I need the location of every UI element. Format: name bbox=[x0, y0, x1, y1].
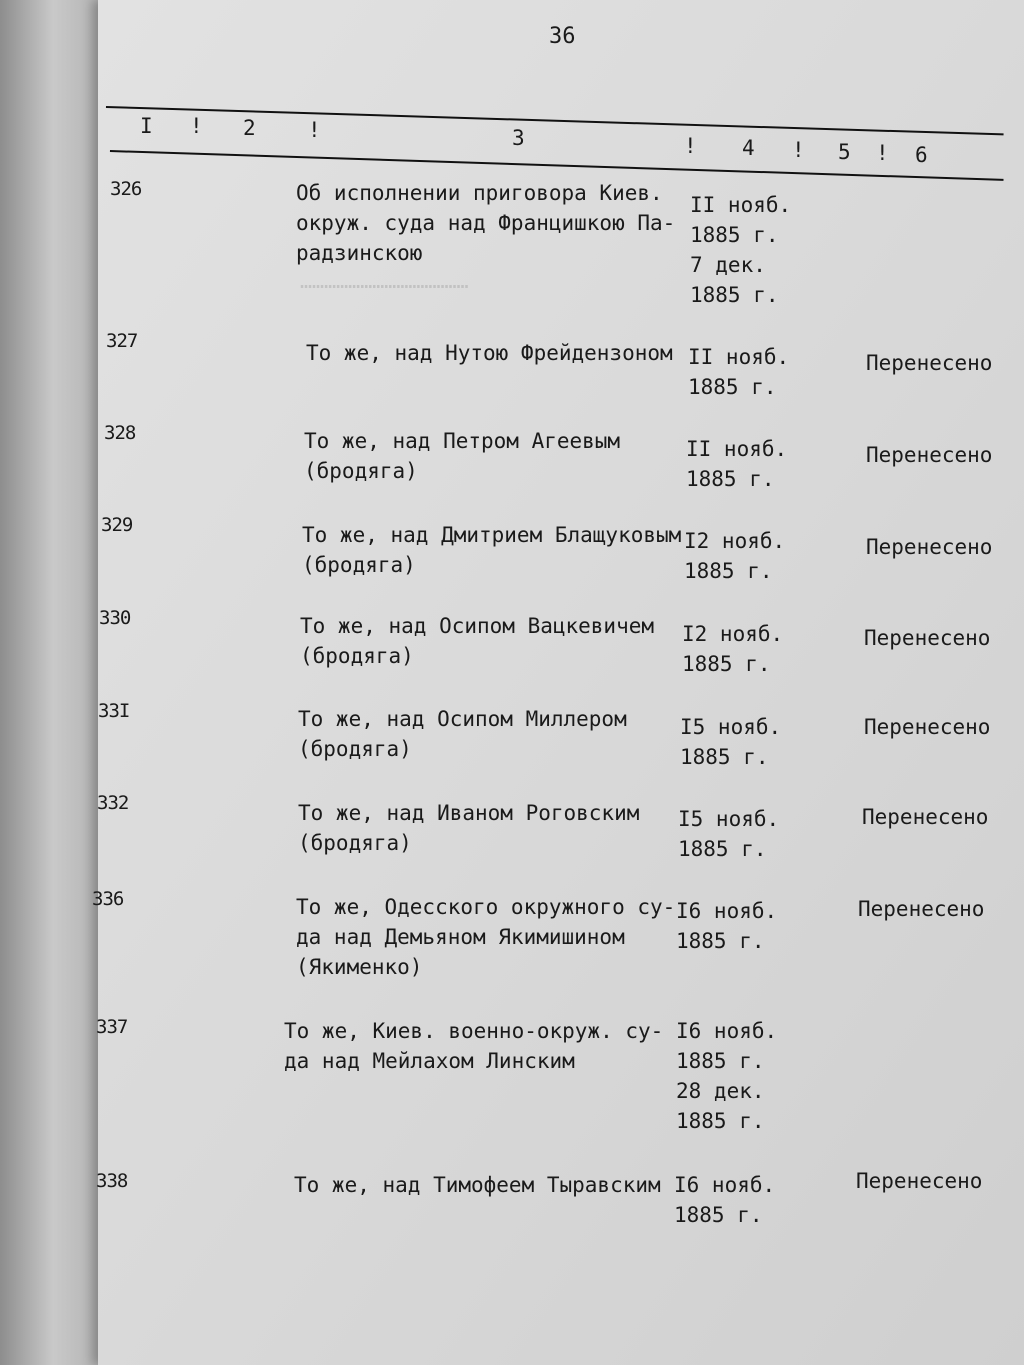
column-header-4: 4 bbox=[742, 136, 755, 160]
record-date: II нояб. 1885 г. 7 дек. 1885 г. bbox=[690, 193, 792, 307]
record-status: Перенесено bbox=[864, 715, 991, 739]
column-separator: ! bbox=[876, 141, 889, 165]
record-description: То же, Киев. военно-окруж. су- да над Мейлахом Линским bbox=[284, 1019, 664, 1073]
record-date: I5 нояб. 1885 г. bbox=[680, 715, 782, 769]
record-description: То же, над Дмитрием Блащуковым (бродяга) bbox=[302, 523, 682, 577]
record-description: То же, над Тимофеем Тыравским bbox=[294, 1173, 661, 1197]
column-header-1: I bbox=[140, 114, 153, 138]
column-header-3: 3 bbox=[512, 126, 525, 150]
page-number: 36 bbox=[549, 24, 576, 49]
record-number: 327 bbox=[106, 330, 138, 352]
record-description: То же, над Иваном Роговским (бродяга) bbox=[298, 801, 640, 855]
column-separator: ! bbox=[308, 118, 321, 142]
record-date: I5 нояб. 1885 г. bbox=[678, 807, 780, 861]
record-description: То же, Одесского окружного су- да над Демьяном Якимишином (Якименко) bbox=[296, 895, 676, 979]
record-status: Перенесено bbox=[866, 535, 993, 559]
record-number: 338 bbox=[96, 1170, 128, 1192]
column-separator: ! bbox=[684, 134, 697, 158]
column-separator: ! bbox=[190, 114, 203, 138]
record-description: То же, над Осипом Миллером (бродяга) bbox=[298, 707, 627, 761]
column-header-5: 5 bbox=[838, 140, 851, 164]
record-status: Перенесено bbox=[856, 1169, 983, 1193]
record-date: II нояб. 1885 г. bbox=[686, 437, 788, 491]
record-number: 329 bbox=[101, 514, 133, 536]
record-number: 332 bbox=[97, 792, 129, 814]
record-number: 328 bbox=[104, 422, 136, 444]
column-header-2: 2 bbox=[243, 116, 256, 140]
record-status: Перенесено bbox=[864, 626, 991, 650]
record-date: I6 нояб. 1885 г. bbox=[674, 1173, 776, 1227]
record-status: Перенесено bbox=[866, 443, 993, 467]
record-number: 337 bbox=[96, 1016, 128, 1038]
record-status: Перенесено bbox=[862, 805, 989, 829]
record-number: 330 bbox=[99, 607, 131, 629]
column-header-6: 6 bbox=[915, 143, 928, 167]
record-date: I6 нояб. 1885 г. 28 дек. 1885 г. bbox=[676, 1019, 778, 1133]
record-description: То же, над Нутою Фрейдензоном bbox=[306, 341, 673, 365]
record-date: I6 нояб. 1885 г. bbox=[676, 899, 778, 953]
record-description: То же, над Осипом Вацкевичем (бродяга) bbox=[300, 614, 655, 668]
record-description: То же, над Петром Агеевым (бродяга) bbox=[304, 429, 621, 483]
record-number: 33I bbox=[98, 700, 130, 722]
record-number: 336 bbox=[92, 888, 124, 910]
record-date: I2 нояб. 1885 г. bbox=[684, 529, 786, 583]
record-description: Об исполнении приговора Киев. окруж. суда над Францишкою Па- радзинскою bbox=[296, 181, 676, 265]
record-number: 326 bbox=[110, 178, 142, 200]
column-separator: ! bbox=[792, 138, 805, 162]
record-status: Перенесено bbox=[858, 897, 985, 921]
record-date: I2 нояб. 1885 г. bbox=[682, 622, 784, 676]
record-date: II нояб. 1885 г. bbox=[688, 345, 790, 399]
record-status: Перенесено bbox=[866, 351, 993, 375]
